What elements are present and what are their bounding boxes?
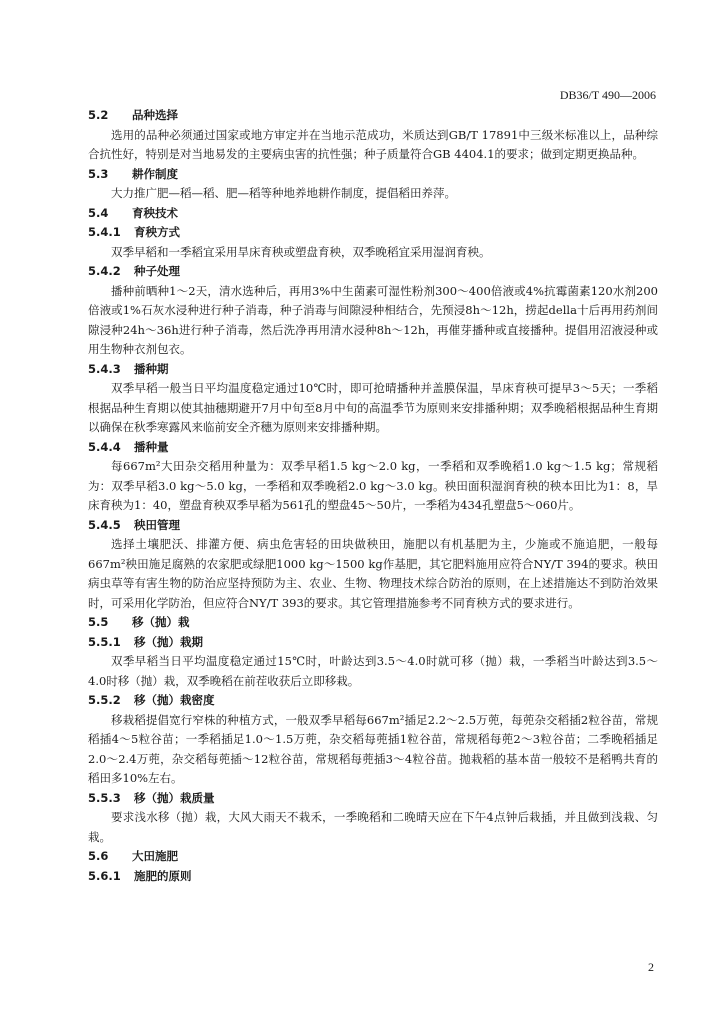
section-number: 5.6 xyxy=(88,849,109,863)
section-paragraph: 选用的品种必须通过国家或地方审定并在当地示范成功，米质达到GB/T 17891中三级米标准以上，品种综合抗性好，特别是对当地易发的主要病虫害的抗性强；种子质量符合GB 4404.1的要求；做到定期更换品种。 xyxy=(88,127,658,161)
section-heading xyxy=(88,847,658,867)
section-heading xyxy=(88,613,658,633)
section-number: 5.4 xyxy=(88,205,109,220)
subsection-heading xyxy=(88,360,658,380)
section-title: 种子处理 xyxy=(134,264,181,278)
section-number: 5.2 xyxy=(88,108,109,122)
section-title: 移（抛）栽 xyxy=(132,615,190,629)
section-title: 播种期 xyxy=(134,361,169,376)
document-body xyxy=(88,106,658,886)
document-id-header: DB36/T 490—2006 xyxy=(559,88,656,102)
section-heading xyxy=(88,204,658,224)
section-title: 耕作制度 xyxy=(132,166,179,181)
section-number: 5.4.2 xyxy=(88,264,121,278)
subsection-heading xyxy=(88,438,658,458)
section-paragraph: 要求浅水移（抛）栽，大风大雨天不栽禾，一季晚稻和二晚晴天应在下午4点钟后栽插，并且做到浅栽、匀栽。 xyxy=(88,810,658,844)
section-paragraph: 双季早稻当日平均温度稳定通过15℃时，叶龄达到3.5～4.0时就可移（抛）栽，一季稻当叶龄达到3.5～4.0时移（抛）栽，双季晚稻在前茬收获后立即移栽。 xyxy=(88,654,658,688)
section-number: 5.4.5 xyxy=(88,517,121,532)
page-number: 2 xyxy=(648,960,654,974)
section-number: 5.4.3 xyxy=(88,361,121,376)
subsection-heading xyxy=(88,262,658,282)
section-title: 育秧方式 xyxy=(134,225,181,239)
subsection-heading xyxy=(88,223,658,243)
section-title: 播种量 xyxy=(134,439,169,454)
subsection-heading xyxy=(88,867,658,887)
subsection-heading xyxy=(88,633,658,653)
section-number: 5.5.1 xyxy=(88,634,121,649)
section-title: 品种选择 xyxy=(132,108,179,122)
subsection-heading xyxy=(88,691,658,711)
section-number: 5.4.4 xyxy=(88,439,121,454)
section-number: 5.4.1 xyxy=(88,225,121,239)
section-number: 5.5.3 xyxy=(88,790,121,805)
section-title: 移（抛）栽密度 xyxy=(134,693,215,707)
section-paragraph: 双季早稻一般当日平均温度稳定通过10℃时，即可抢晴播种并盖膜保温，旱床育秧可提早3～5天；一季稻根据品种生育期以使其抽穗期避开7月中旬至8月中旬的高温季节为原则来安排播种期；双季晚稻根据品种生育期以确保在秋季寒露风来临前安全齐穗为原则来安排播种期。 xyxy=(88,381,658,434)
section-number: 5.5 xyxy=(88,615,109,629)
section-paragraph: 双季早稻和一季稻宜采用旱床育秧或塑盘育秧，双季晚稻宜采用湿润育秧。 xyxy=(111,244,491,259)
section-number: 5.5.2 xyxy=(88,693,121,707)
subsection-heading xyxy=(88,789,658,809)
section-paragraph: 播种前晒种1～2天，清水选种后，再用3%中生菌素可湿性粉剂300～400倍液或4%抗霉菌素120水剂200倍液或1%石灰水浸种进行种子消毒，种子消毒与间隙浸种相结合，先预浸8h～12h，捞起della十后再用药剂间隙浸种24h～36h进行种子消毒，然后洗净再用清水浸种8h～12h，再催芽播种或直接播种。提倡用沼液浸种或用生物种衣剂包衣。 xyxy=(88,283,658,356)
subsection-heading xyxy=(88,516,658,536)
section-number: 5.6.1 xyxy=(88,868,121,883)
section-title: 秧田管理 xyxy=(134,517,181,532)
section-paragraph: 大力推广肥—稻—稻、肥—稻等种地养地耕作制度，提倡稻田养萍。 xyxy=(111,186,456,200)
section-title: 大田施肥 xyxy=(132,849,179,863)
section-paragraph: 每667m²大田杂交稻用种量为：双季早稻1.5 kg～2.0 kg，一季稻和双季晚稻1.0 kg～1.5 kg；常规稻为：双季早稻3.0 kg～5.0 kg，一季稻和双季晚稻2.0 kg～3.0 kg。秧田面积湿润育秧的秧本田比为1：8，旱床育秧为1：40，塑盘育秧双季早稻为561孔的塑盘45～50片，一季稻为434孔塑盘5～060片。 xyxy=(88,459,658,512)
section-paragraph: 选择土壤肥沃、排灌方便、病虫危害轻的田块做秧田，施肥以有机基肥为主，少施或不施追肥，一般每667m²秧田施足腐熟的农家肥或绿肥1000 kg～1500 kg作基肥，其它肥料施用应符合NY/T 394的要求。秧田病虫草等有害生物的防治应坚持预防为主、农业、生物、物理技术综合防治的原则，在上述措施达不到防治效果时，可采用化学防治，但应符合NY/T 393的要求。其它管理措施参考不同育秧方式的要求进行。 xyxy=(88,537,658,610)
section-heading xyxy=(88,106,658,126)
section-title: 施肥的原则 xyxy=(134,868,192,883)
section-title: 移（抛）栽期 xyxy=(134,634,204,649)
section-title: 育秧技术 xyxy=(132,205,179,220)
section-number: 5.3 xyxy=(88,166,109,181)
section-paragraph: 移栽稻提倡宽行窄株的种植方式，一般双季早稻每667m²插足2.2～2.5万蔸，每蔸杂交稻插2粒谷苗，常规稻插4～5粒谷苗；一季稻插足1.0～1.5万蔸，杂交稻每蔸插1粒谷苗，常规稻每蔸2～3粒谷苗；二季晚稻插足2.0～2.4万蔸，杂交稻每蔸插～12粒谷苗，常规稻每蔸插3～4粒谷苗。抛栽稻的基本苗一般较不是稻鸭共育的稻田多10%左右。 xyxy=(88,712,658,785)
section-heading xyxy=(88,165,658,185)
section-title: 移（抛）栽质量 xyxy=(134,790,215,805)
